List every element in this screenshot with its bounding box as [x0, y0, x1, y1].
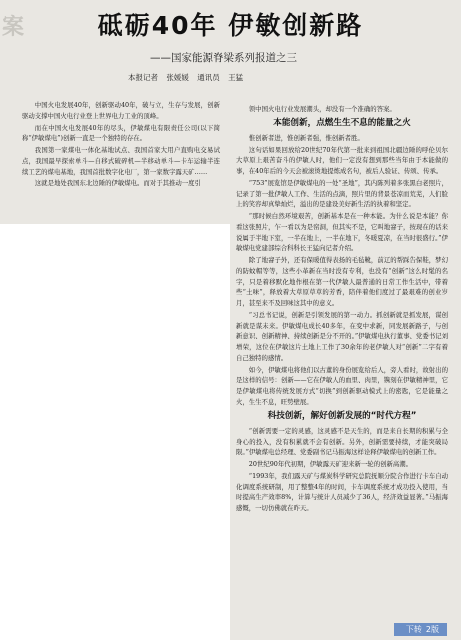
continued-label: 下转	[405, 625, 422, 634]
clipping-edge-text: 案	[2, 15, 25, 40]
article-paragraph: “创新需要一定的灵感，这灵感不是天生的，而是来自长期的积累与全身心的投入，没有积累就不会有创新。另外，创新需要持续，才能突破局限。”伊敏煤电总经理、党委副书记马振海这样诠释伊敏煤电的创新工作。	[236, 426, 448, 457]
continued-on-page-label	[394, 623, 447, 636]
article-paragraph: “习总书记说，创新是引领发展的第一动力。抓创新就是抓发展，谋创新就是谋未来。伊敏煤电成长40多年，在变中求新，同发展新路子，与创新意识、创新精神、持续创新是分不开的。”伊敏煤电执行董事、党委书记刘增荣，这位在伊敏这片土地上工作了30余年的老伊敏人对“创新”二字有着自己独特的感情。	[236, 310, 448, 362]
article-byline	[128, 72, 249, 83]
article-paragraph: 我国第一家煤电一体化基地试点、我国首家大用户直购电交易试点，我国最早探索单斗—自移式破碎机—半移动单斗—卡车运输半连续工艺的煤电基地，我国首批数字化电厂，第一家数字露天矿……	[22, 146, 220, 176]
byline-role-reporter: 本报记者	[128, 73, 158, 82]
article-subtitle: ——国家能源脊梁系列报道之三	[150, 52, 297, 64]
article-paragraph: 这就是地处我国东北边陲的伊敏煤电。而对于其推动一度引	[34, 179, 201, 188]
article-right-column	[236, 104, 448, 636]
article-paragraph: 除了地窨子外，还有保暖值得表扬的毛毡靴，前辽的帮踩告保鞋，梦幻的防蚊帽等等，这些小革新在当时没有专利，也没有“创新”这么时髦的名字，只是着移默化地作根在第一代伊敏人最普通的日常工作生活中，带着些“土味”，释放着大草原草草的芳香，陪伴着他们度过了最艰难的创业岁月，甚至来不及回味这其中的意义。	[236, 256, 448, 308]
article-paragraph: 惟创新者进，惟创新者强，惟创新者胜。	[248, 133, 364, 142]
continued-page-number: 2版	[425, 625, 439, 634]
byline-role-correspondent: 通讯员	[197, 73, 220, 82]
article-paragraph: “1993年，我们露天矿与煤炭科学研究总院抚顺分院合作进行卡车自动化调度系统研制，用了整整4年的时间，卡车调度系统才成功投入使用，当时提高生产效率8%，计算与统计人员减少了36人，经济效益显著。”马振海感慨，一切仿佛就在昨天。	[236, 471, 448, 513]
article-paragraph: 如今，伊敏煤电将他们以古董的身份展览给后人，旁人看时，故射出的是这样的信号：创新——它在伊敏人的血里、肉里，镌刻在伊敏精神里，它是伊敏煤电将传统发展方式“切换”到创新驱动模式上的密匙，它是能量之火，生生不息，旺势壁展。	[236, 365, 448, 406]
byline-name-correspondent: 王猛	[228, 73, 244, 82]
article-left-column	[22, 100, 220, 220]
article-paragraph: 而在中国火电发展40年的尽头，伊敏煤电有限责任公司(以下简称“伊敏煤电”)创新一直是一个独特的存在。	[22, 123, 220, 143]
section-heading: 本能创新，点燃生生不息的能量之火	[273, 117, 411, 128]
article-paragraph: 这句话如果回放给20世纪70年代第一批来到祖国北疆边陲的呼伦贝尔大草原上艰苦奋斗的伊敏人时，他们一定没有想到那些当年由于本能做的事，在40年后的今天会被滚烫地提炼成名句，被后人验证、传颂、传承。	[236, 145, 448, 176]
article-paragraph: “753”展览馆是伊敏煤电的一处“圣地”，其内陈列着多张黑白老照片，记录了第一批伊敏人工作、生活的点滴，照片里的背景苍凉而荒芜，人们脸上的笑容却真挚灿烂，溢出的是建设美好新生活的执着和坚定。	[236, 178, 448, 209]
section-heading: 科技创新，解好创新发展的“时代方程”	[267, 410, 417, 421]
article-paragraph: 领中国火电行业发展潮头，却没有一个准确的答案。	[248, 105, 396, 113]
article-title: 砥砺40年 伊敏创新路	[97, 11, 364, 40]
article-paragraph: “那时候白然环境艰苦，创新基本是在一种本能。为什么说是本能？你看这张照片，乍一看以为是窑洞，但其实不是，它叫地窨子，按现在的话来说属于半地下室，一半在地上，一半在地下，冬暖夏凉，在当时很盛行。”伊敏煤电党建部综合科科长王猛向记者介绍。	[236, 212, 448, 253]
byline-name-reporter: 张媛媛	[166, 73, 189, 82]
article-paragraph: 20世纪90年代初期，伊敏露天矿迎来新一轮的创新高潮。	[248, 460, 413, 469]
article-paragraph: 中国火电发展40年，创新驱动40年，破与立，生存与发展，创新驱动支撑中国火电行业登上世界电力工业的顶峰。	[22, 101, 220, 120]
